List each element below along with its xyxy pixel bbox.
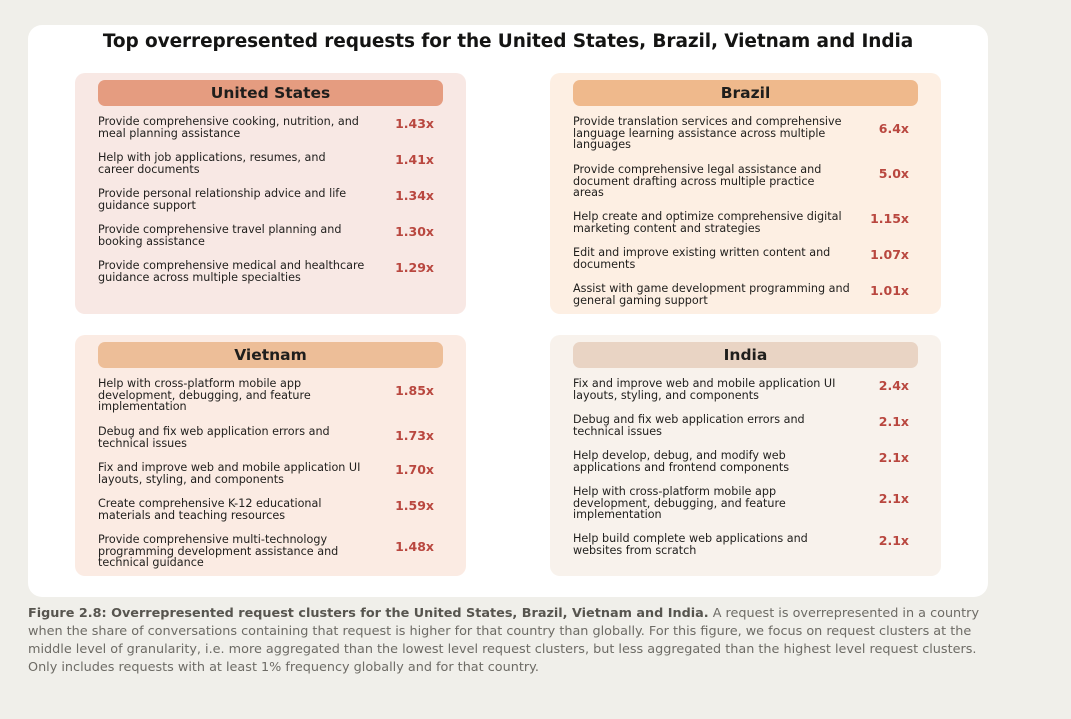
request-label: Provide comprehensive travel planning and booking assistance xyxy=(98,223,342,248)
panel-header: India xyxy=(573,342,918,368)
request-label: Provide personal relationship advice and life guidance support xyxy=(98,187,347,212)
request-label: Help create and optimize comprehensive digital marketing content and strategies xyxy=(573,210,842,235)
request-label: Provide comprehensive cooking, nutrition, and meal planning assistance xyxy=(98,115,359,140)
overrepresentation-value: 2.1x xyxy=(878,450,909,465)
request-label: Provide comprehensive multi-technology programming development assistance and technical guidance xyxy=(98,533,339,570)
overrepresentation-value: 1.41x xyxy=(395,152,434,167)
panel-india xyxy=(550,335,941,576)
panel-header: Vietnam xyxy=(98,342,443,368)
overrepresentation-value: 2.4x xyxy=(878,378,909,393)
overrepresentation-value: 1.30x xyxy=(395,224,434,239)
panel-united-states xyxy=(75,73,466,314)
request-label: Help build complete web applications and websites from scratch xyxy=(573,532,808,557)
overrepresentation-value: 1.43x xyxy=(395,116,434,131)
request-label: Debug and fix web application errors and technical issues xyxy=(98,425,330,450)
request-label: Assist with game development programming and general gaming support xyxy=(573,282,850,307)
request-label: Debug and fix web application errors and technical issues xyxy=(573,413,805,438)
request-label: Fix and improve web and mobile application UI layouts, styling, and components xyxy=(573,377,836,402)
overrepresentation-value: 1.59x xyxy=(395,498,434,513)
overrepresentation-value: 1.48x xyxy=(395,539,434,554)
figure-title: Top overrepresented requests for the United States, Brazil, Vietnam and India xyxy=(102,31,914,52)
overrepresentation-value: 1.01x xyxy=(870,283,909,298)
caption-text: A request is overrepresented in a country when the share of conversations containing that request is higher for that country than globally. For this figure, we focus on request clusters at the middle level of granularity, i.e. more aggregated than the lowest level request clusters, but less aggregated than the highest level request clusters. Only includes requests with at least 1% frequency globally and for that country. xyxy=(28,606,980,675)
request-label: Provide comprehensive medical and healthcare guidance across multiple specialties xyxy=(98,259,365,284)
request-label: Fix and improve web and mobile application UI layouts, styling, and components xyxy=(98,461,361,486)
overrepresentation-value: 2.1x xyxy=(878,491,909,506)
request-label: Help develop, debug, and modify web applications and frontend components xyxy=(573,449,790,474)
overrepresentation-value: 1.29x xyxy=(395,260,434,275)
request-label: Help with cross-platform mobile app development, debugging, and feature implementation xyxy=(573,485,786,522)
request-label: Provide translation services and comprehensive language learning assistance across multiple languages xyxy=(573,115,842,152)
overrepresentation-value: 1.73x xyxy=(395,428,434,443)
request-label: Help with cross-platform mobile app development, debugging, and feature implementation xyxy=(98,377,311,414)
request-label: Help with job applications, resumes, and career documents xyxy=(98,151,326,176)
overrepresentation-value: 1.85x xyxy=(395,383,434,398)
overrepresentation-value: 1.15x xyxy=(870,211,909,226)
overrepresentation-value: 1.70x xyxy=(395,462,434,477)
panel-vietnam xyxy=(75,335,466,576)
overrepresentation-value: 2.1x xyxy=(878,414,909,429)
panel-brazil xyxy=(550,73,941,314)
figure-caption xyxy=(28,605,988,677)
overrepresentation-value: 6.4x xyxy=(878,121,909,136)
request-label: Edit and improve existing written content and documents xyxy=(573,246,831,271)
overrepresentation-value: 2.1x xyxy=(878,533,909,548)
overrepresentation-value: 1.07x xyxy=(870,247,909,262)
caption-bold: Figure 2.8: Overrepresented request clusters for the United States, Brazil, Vietnam and India. xyxy=(28,606,709,621)
overrepresentation-value: 5.0x xyxy=(878,166,909,181)
request-label: Provide comprehensive legal assistance and document drafting across multiple practice areas xyxy=(573,163,822,200)
panel-header: Brazil xyxy=(573,80,918,106)
panel-header: United States xyxy=(98,80,443,106)
overrepresentation-value: 1.34x xyxy=(395,188,434,203)
request-label: Create comprehensive K-12 educational materials and teaching resources xyxy=(98,497,322,522)
